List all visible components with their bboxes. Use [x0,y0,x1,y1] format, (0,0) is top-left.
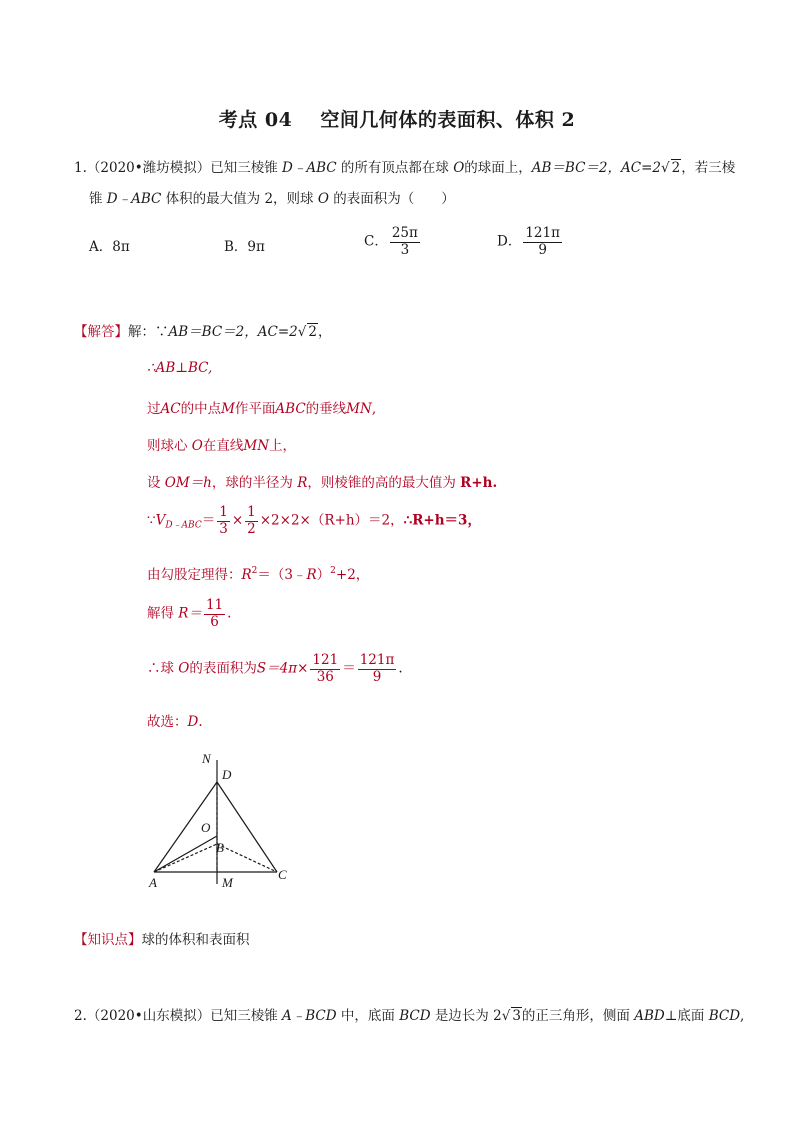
text: 中，底面 [340,1008,395,1024]
answer-line-10 [147,710,203,730]
text: 的正三角形，侧面 [521,1008,630,1024]
question-source: （2020•山东模拟） [86,1008,211,1024]
subscript: D﹣ABC [165,520,202,531]
label-c: C [278,867,287,882]
text: ∵ [147,512,156,529]
text: 解得 [147,605,174,622]
math-text: S＝4π× [256,660,309,677]
text: 上， [269,438,297,454]
answer-label: 【解答】 [74,324,128,340]
text: . [198,714,203,730]
question-2-line-1: 2.（2020•山东模拟）已知三棱锥 A﹣BCD 中，底面 BCD 是边长为 2√ 3的正三角形，侧面 ABD⊥底面 BCD, [74,1008,745,1024]
label-a: A [149,875,157,890]
math-text: R [297,475,308,491]
question-number: 2. [74,1008,87,1024]
text: 是边长为 2 [434,1008,502,1024]
math-text: O [191,438,203,454]
knowledge-point [74,928,250,948]
option-a: A．8π [89,239,130,255]
label-m: M [222,875,233,890]
math-text: V [155,512,166,529]
text: 过 [147,401,161,417]
math-text: R [306,567,317,583]
text: , [740,1008,745,1024]
math-text: OM＝h [164,475,212,491]
superscript: 2 [251,566,258,576]
text: 的表面积为（ ） [333,191,455,207]
answer-line-9 [147,653,403,685]
label-b: B [216,840,224,855]
question-number: 1. [74,160,87,176]
fraction-denominator: 2 [247,520,256,537]
text: ∴球 [147,660,174,677]
text: ） [316,567,331,583]
edge-dc [217,782,277,872]
text: 的垂线 [305,401,347,417]
fraction-numerator: 11 [205,597,224,613]
text: 由勾股定理得： [147,567,242,583]
answer-line-2: ∴AB⊥BC, [147,360,213,376]
sqrt-radicand: 2 [671,160,681,176]
label-n: N [202,751,211,766]
math-text: BCD [708,1008,741,1024]
text: ＝（3﹣ [257,567,307,583]
math-text: O [453,160,465,176]
text: × [231,512,244,529]
fraction-denominator: 9 [538,241,547,258]
sqrt-radicand: 2 [308,324,317,340]
option-label: C． [364,233,388,250]
text: ＝ [201,512,216,529]
text: ，若三棱 [681,160,736,176]
question-source: （2020•潍坊模拟） [86,160,211,176]
text: 作平面 [234,401,276,417]
fraction-numerator: 25π [391,225,418,241]
text: 则球心 [147,438,188,454]
math-text: MN [243,438,270,454]
option-c [364,226,422,258]
fraction-denominator: 36 [316,668,334,685]
text: 设 [147,475,161,491]
math-text: ABC [275,401,306,417]
fraction-denominator: 6 [210,613,219,630]
question-1-line-1: 1.（2020•潍坊模拟）已知三棱锥 D﹣ABC 的所有顶点都在球 O的球面上，AB＝BC＝2，AC=2√ 2，若三棱 [74,160,736,176]
text: 的中点 [180,401,222,417]
math-text: AB＝BC＝2，AC=2 [168,324,298,340]
text: . [227,605,232,622]
superscript: 2 [330,566,336,576]
text: 的表面积为 [189,660,257,677]
text: 已知三棱锥 [210,160,278,176]
text: 已知三棱锥 [210,1008,278,1024]
math-text: M [221,401,235,417]
knowledge-label: 【知识点】 [74,932,142,948]
fraction-numerator: 1 [247,504,256,520]
math-text: D﹣ABC [282,160,337,176]
math-text: D [187,714,199,730]
fraction-numerator: 121 [312,652,339,668]
fraction-numerator: 121π [525,225,560,241]
sqrt-radicand: 3 [512,1008,521,1024]
math-text: A﹣BCD [282,1008,337,1024]
knowledge-text: 球的体积和表面积 [141,932,250,948]
math-text: AB＝BC＝2，AC=2 [531,160,662,176]
text: 锥 [89,191,103,207]
text: , [371,401,377,417]
title-part1: 考点 04 [218,109,293,131]
pyramid-diagram [140,748,300,890]
text: . [492,475,498,491]
answer-line-8 [147,598,231,630]
text: 解：∵ [128,324,169,340]
answer-line-1: 【解答】解：∵AB＝BC＝2，AC=2√ 2， [74,324,332,340]
page-title [0,105,794,132]
answer-line-6 [147,505,481,537]
text: 在直线 [202,438,244,454]
fraction-denominator: 3 [219,520,228,537]
text: ，球的半径为 [211,475,293,491]
text: 的所有顶点都在球 [340,160,449,176]
option-d [497,226,564,258]
text: ＝ [342,660,356,677]
math-text-bold: R+h [460,475,493,491]
segment-ao [154,836,217,872]
text: ×2×2×（R+h）＝2， [259,512,404,529]
text: . [398,660,403,677]
fraction-numerator: 121π [359,652,395,668]
answer-line-5 [147,471,497,491]
answer-line-3 [147,397,376,417]
math-text: R＝ [178,605,202,622]
label-o: O [201,820,211,835]
label-d: D [222,767,232,782]
math-text: O [178,660,190,677]
text: 故选： [147,714,188,730]
answer-line-4 [147,434,296,454]
math-text: ABD [634,1008,665,1024]
math-text: MN [346,401,372,417]
text: 的球面上， [464,160,532,176]
math-text: AC [160,401,181,417]
option-b: B．9π [224,239,265,255]
option-label: D． [497,233,522,250]
question-1-line-2 [89,187,455,207]
title-part2: 空间几何体的表面积、体积 2 [320,109,576,131]
text: ⊥底面 [664,1008,705,1024]
fraction-numerator: 1 [219,504,228,520]
math-text: O [317,191,329,207]
math-text: R [241,567,252,583]
text: +2， [335,567,370,583]
answer-line-7 [147,563,369,583]
math-text-bold: ∴R+h＝3， [403,512,481,529]
text: 体积的最大值为 2，则球 [165,191,314,207]
math-text: BCD [399,1008,431,1024]
text: ，则棱锥的高的最大值为 [307,475,456,491]
math-text: D﹣ABC [106,191,162,207]
fraction-denominator: 9 [372,668,382,685]
text: ， [317,324,332,340]
fraction-denominator: 3 [400,241,410,258]
